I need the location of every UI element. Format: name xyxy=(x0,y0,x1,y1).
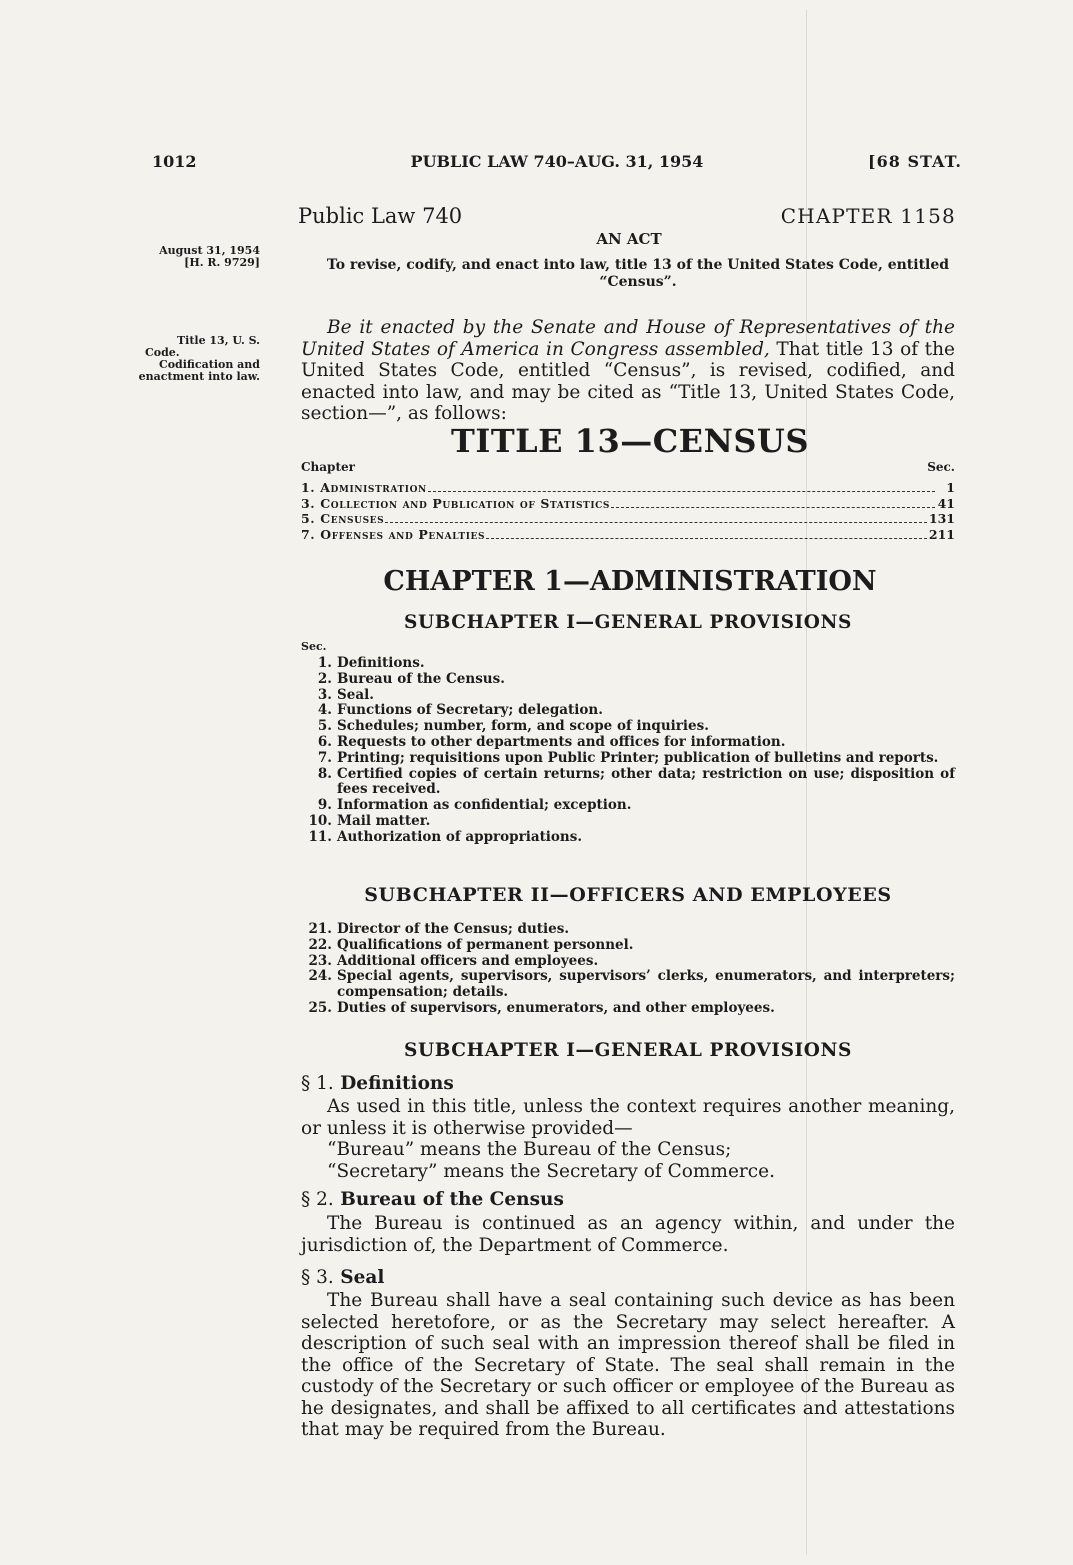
enacting-clause-italic: Be it enacted by the Senate and House of Representatives of the United States of America in Congress assembled, xyxy=(301,317,955,360)
running-title: PUBLIC LAW 740–AUG. 31, 1954 xyxy=(410,152,704,171)
section-2-title: Bureau of the Census xyxy=(340,1189,564,1210)
toc-row xyxy=(301,527,955,543)
subchapter-2-heading: SUBCHAPTER II—OFFICERS AND EMPLOYEES xyxy=(364,884,892,906)
item-number: 2. xyxy=(317,670,332,687)
toc-leader xyxy=(385,522,927,523)
item-text: Duties of supervisors, enumerators, and other employees. xyxy=(337,999,775,1016)
margin-date-note xyxy=(128,245,260,269)
toc-leader xyxy=(428,491,935,492)
toc-section-number: 1 xyxy=(946,480,955,495)
item-number: 4. xyxy=(317,702,332,719)
public-law-label: Public Law 740 xyxy=(298,204,463,228)
margin-date: August 31, 1954 xyxy=(159,244,260,257)
margin-title-line-2: Code. xyxy=(145,346,180,359)
list-item xyxy=(301,751,955,767)
list-item xyxy=(301,719,955,735)
section-2-symbol: § 2. xyxy=(301,1189,334,1210)
item-number: 21. xyxy=(308,921,332,937)
list-item xyxy=(301,830,955,846)
section-2-body xyxy=(301,1213,955,1256)
toc-sec-label: Sec. xyxy=(927,460,955,474)
list-item xyxy=(301,735,955,751)
section-2-paragraph: The Bureau is continued as an agency within, and under the jurisdiction of, the Department of Commerce. xyxy=(301,1213,955,1256)
section-3-body xyxy=(301,1290,955,1441)
chapter-number: CHAPTER 1158 xyxy=(780,204,956,228)
section-1-paragraph-1: As used in this title, unless the context requires another meaning, or unless it is otherwise provided— xyxy=(301,1096,955,1139)
item-text: Bureau of the Census. xyxy=(337,670,505,687)
item-text: Definitions. xyxy=(337,655,425,671)
section-2-heading xyxy=(301,1189,564,1210)
section-1-title: Definitions xyxy=(340,1073,454,1094)
item-text: Qualifications of permanent personnel. xyxy=(337,936,634,953)
section-3-paragraph: The Bureau shall have a seal containing such device as has been selected heretofore, or as the Secretary may select hereafter. A description of such seal with an impression thereof shall be filed in the office of the Secretary of State. The seal shall remain in the custody of the Secretary or such officer or employee of the Bureau as he designates, and shall be affixed to all certificates and attestations that may be required from the Bureau. xyxy=(301,1290,955,1440)
margin-title-note xyxy=(128,335,260,383)
section-1-body xyxy=(301,1096,955,1182)
chapter-1-heading: CHAPTER 1—ADMINISTRATION xyxy=(383,566,877,597)
toc-row xyxy=(301,511,955,527)
section-3-symbol: § 3. xyxy=(301,1267,334,1288)
section-1-paragraph-3: “Secretary” means the Secretary of Commerce. xyxy=(327,1160,775,1182)
margin-title-line-3: Codification and xyxy=(158,358,260,371)
section-3-title: Seal xyxy=(340,1267,385,1288)
list-item xyxy=(301,954,955,970)
toc-chapter-name: 1. Administration xyxy=(301,480,427,495)
section-1-heading xyxy=(301,1073,454,1094)
subchapter-1-heading: SUBCHAPTER I—GENERAL PROVISIONS xyxy=(404,612,852,633)
list-item xyxy=(301,703,955,719)
enacting-clause-rest: That title 13 of the United States Code, entitled “Census”, is revised, codified, and enacted into law, and may be cited as “Title 13, United States Code, section—”, as follows: xyxy=(301,338,955,424)
item-number: 7. xyxy=(317,749,332,766)
running-header xyxy=(152,152,962,176)
section-label: Sec. xyxy=(301,640,327,653)
toc-section-number: 41 xyxy=(937,495,955,511)
item-number: 25. xyxy=(308,999,332,1016)
item-text: Printing; requisitions upon Public Printer; publication of bulletins and reports. xyxy=(337,749,939,766)
item-number: 8. xyxy=(317,765,332,782)
item-text: Authorization of appropriations. xyxy=(337,828,583,845)
subchapter-2-section-list xyxy=(301,922,955,1017)
item-number: 6. xyxy=(317,733,332,750)
list-item xyxy=(301,969,955,1001)
table-of-contents xyxy=(301,480,955,542)
item-number: 23. xyxy=(308,952,332,969)
item-number: 11. xyxy=(308,828,332,845)
toc-chapter-name: 7. Offenses and Penalties xyxy=(301,526,486,542)
list-item xyxy=(301,688,955,704)
item-text: Certified copies of certain returns; other data; restriction on use; disposition of fees received. xyxy=(337,765,955,798)
page-number: 1012 xyxy=(152,152,197,171)
item-number: 3. xyxy=(317,686,332,703)
section-1-symbol: § 1. xyxy=(301,1073,334,1094)
item-text: Special agents, supervisors, supervisors’ clerks, enumerators, and interpreters; compensation; details. xyxy=(337,968,955,1001)
enacting-clause xyxy=(301,317,955,425)
item-text: Seal. xyxy=(337,686,374,703)
title-heading: TITLE 13—CENSUS xyxy=(451,422,809,460)
list-item xyxy=(301,767,955,799)
margin-title-line-1: Title 13, U. S. xyxy=(176,334,260,347)
toc-leader xyxy=(611,507,935,508)
toc-leader xyxy=(486,538,927,539)
item-number: 1. xyxy=(317,655,332,671)
list-item xyxy=(301,798,955,814)
toc-section-number: 131 xyxy=(928,511,955,526)
item-text: Mail matter. xyxy=(337,812,431,829)
item-number: 22. xyxy=(308,936,332,953)
item-number: 5. xyxy=(317,718,332,735)
toc-row xyxy=(301,480,955,496)
toc-chapter-name: 5. Censuses xyxy=(301,511,385,526)
an-act-heading: AN ACT xyxy=(596,230,662,248)
item-number: 24. xyxy=(308,968,332,985)
list-item xyxy=(301,922,955,938)
subchapter-1-text-heading: SUBCHAPTER I—GENERAL PROVISIONS xyxy=(404,1040,852,1061)
item-text: Information as confidential; exception. xyxy=(337,797,632,814)
list-item xyxy=(301,1001,955,1017)
item-text: Schedules; number, form, and scope of inquiries. xyxy=(337,718,709,735)
list-item xyxy=(301,938,955,954)
toc-chapter-name: 3. Collection and Publication of Statistics xyxy=(301,495,611,511)
subchapter-1-section-list xyxy=(301,656,955,846)
list-item xyxy=(301,656,955,672)
margin-title-line-4: enactment into law. xyxy=(138,370,260,383)
toc-row xyxy=(301,496,955,512)
toc-chapter-label: Chapter xyxy=(301,460,355,474)
item-text: Additional officers and employees. xyxy=(337,952,599,969)
section-1-paragraph-2: “Bureau” means the Bureau of the Census; xyxy=(327,1139,732,1160)
item-text: Director of the Census; duties. xyxy=(337,921,570,937)
margin-bill: [H. R. 9729] xyxy=(184,256,260,269)
section-3-heading xyxy=(301,1267,384,1288)
statute-reference: [68 STAT. xyxy=(868,152,962,171)
toc-section-number: 211 xyxy=(928,526,955,542)
item-number: 9. xyxy=(317,797,332,814)
list-item xyxy=(301,672,955,688)
act-purpose: To revise, codify, and enact into law, title 13 of the United States Code, entitled “Census”. xyxy=(326,257,950,290)
item-text: Requests to other departments and offices for information. xyxy=(337,733,786,750)
list-item xyxy=(301,814,955,830)
item-text: Functions of Secretary; delegation. xyxy=(337,702,603,719)
item-number: 10. xyxy=(308,812,332,829)
